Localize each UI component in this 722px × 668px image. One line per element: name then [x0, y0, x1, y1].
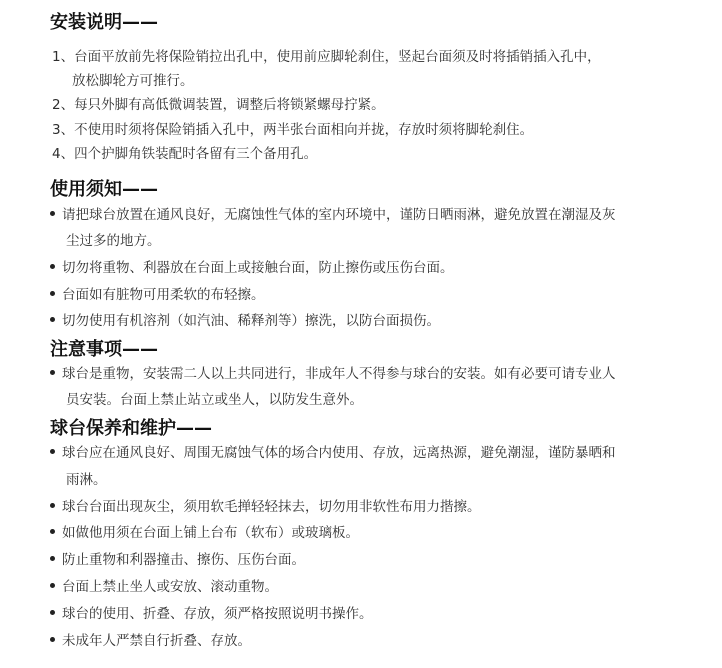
usage-item-4	[50, 312, 440, 330]
installation-item-1: 1、台面平放前先将保险销拉出孔中，使用前应脚轮刹住，竖起台面须及时将插销插入孔中，	[52, 49, 601, 65]
usage-item-1	[50, 206, 616, 224]
maintenance-item-3	[50, 524, 359, 542]
installation-item-3: 3、不使用时须将保险销插入孔中，两半张台面相向并拢，存放时须将脚轮刹住。	[52, 122, 534, 138]
bullet-icon	[50, 637, 55, 642]
maintenance-item-2-text: 球台台面出现灰尘，须用软毛掸轻轻抹去，切勿用非软性布用力揩擦。	[62, 499, 481, 515]
maintenance-item-3-text: 如做他用须在台面上铺上台布（软布）或玻璃板。	[62, 525, 359, 541]
bullet-icon	[50, 583, 55, 588]
usage-item-4-text: 切勿使用有机溶剂（如汽油、稀释剂等）擦洗，以防台面损伤。	[62, 313, 440, 329]
usage-item-3-text: 台面如有脏物可用柔软的布轻擦。	[62, 287, 265, 303]
installation-item-1-cont: 放松脚轮方可推行。	[72, 73, 194, 89]
maintenance-item-1-text: 球台应在通风良好、周围无腐蚀气体的场合内使用、存放，远离热源，避免潮湿，谨防暴晒和	[62, 445, 616, 461]
maintenance-item-1	[50, 444, 616, 462]
bullet-icon	[50, 291, 55, 296]
maintenance-item-5-text: 台面上禁止坐人或安放、滚动重物。	[62, 579, 278, 595]
bullet-icon	[50, 503, 55, 508]
bullet-icon	[50, 370, 55, 375]
bullet-icon	[50, 264, 55, 269]
bullet-icon	[50, 556, 55, 561]
maintenance-item-6-text: 球台的使用、折叠、存放，须严格按照说明书操作。	[62, 606, 373, 622]
usage-item-2-text: 切勿将重物、利器放在台面上或接触台面，防止擦伤或压伤台面。	[62, 260, 454, 276]
notes-item-1-cont: 员安装。台面上禁止站立或坐人，以防发生意外。	[66, 392, 363, 408]
maintenance-item-1-cont: 雨淋。	[66, 472, 107, 488]
installation-item-2: 2、每只外脚有高低微调装置，调整后将锁紧螺母拧紧。	[52, 97, 385, 113]
maintenance-heading: 球台保养和维护——	[50, 418, 212, 439]
maintenance-item-4	[50, 551, 305, 569]
bullet-icon	[50, 529, 55, 534]
usage-item-1-cont: 尘过多的地方。	[66, 233, 161, 249]
notes-item-1-text: 球台是重物，安装需二人以上共同进行，非成年人不得参与球台的安装。如有必要可请专业人	[62, 366, 616, 382]
notes-heading: 注意事项——	[50, 339, 158, 360]
bullet-icon	[50, 610, 55, 615]
installation-heading: 安装说明——	[50, 12, 158, 33]
notes-item-1	[50, 365, 616, 383]
bullet-icon	[50, 317, 55, 322]
maintenance-item-7-text: 未成年人严禁自行折叠、存放。	[62, 633, 251, 649]
usage-heading: 使用须知——	[50, 179, 158, 200]
maintenance-item-2	[50, 498, 481, 516]
maintenance-item-7	[50, 632, 251, 650]
usage-item-1-text: 请把球台放置在通风良好，无腐蚀性气体的室内环境中，谨防日晒雨淋，避免放置在潮湿及灰	[62, 207, 616, 223]
usage-item-2	[50, 259, 454, 277]
usage-item-3	[50, 286, 265, 304]
maintenance-item-6	[50, 605, 373, 623]
maintenance-item-4-text: 防止重物和利器撞击、擦伤、压伤台面。	[62, 552, 305, 568]
bullet-icon	[50, 211, 55, 216]
bullet-icon	[50, 449, 55, 454]
maintenance-item-5	[50, 578, 278, 596]
installation-item-4: 4、四个护脚角铁装配时各留有三个备用孔。	[52, 146, 318, 162]
